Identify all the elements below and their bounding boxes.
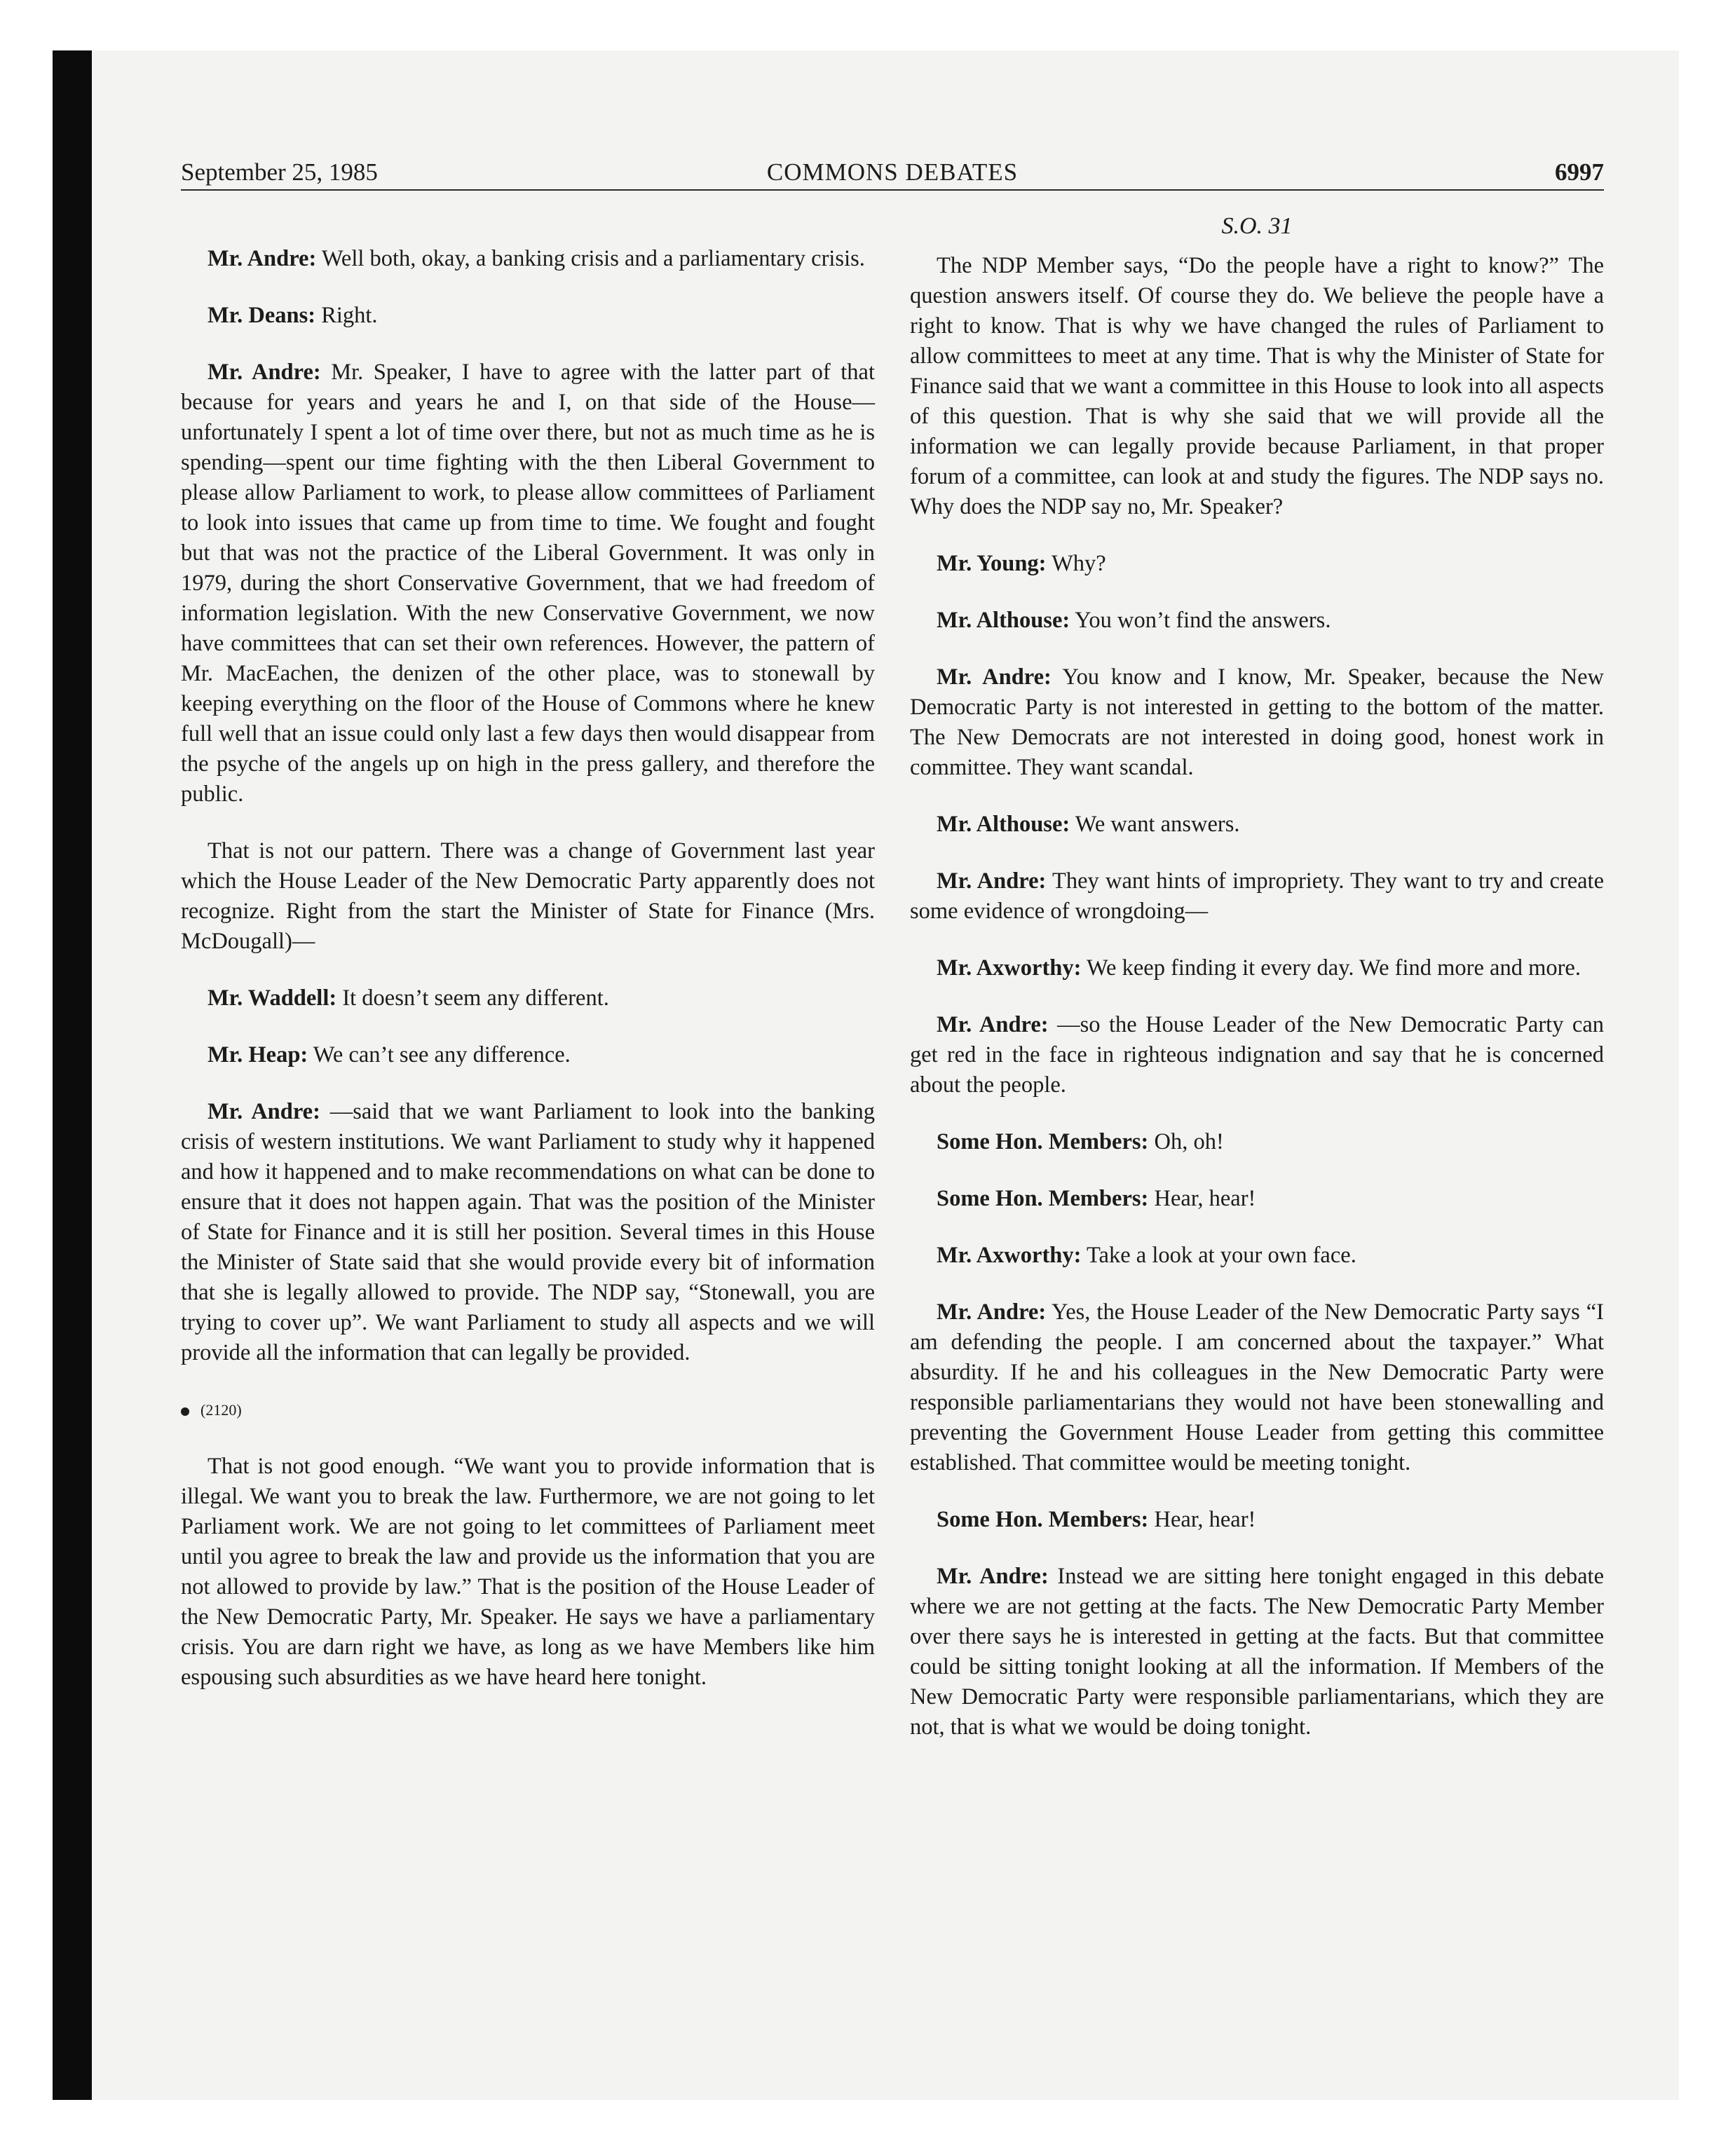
header-date: September 25, 1985	[181, 158, 378, 186]
speech-paragraph	[910, 953, 1604, 983]
speech-text: Hear, hear!	[1154, 1186, 1256, 1211]
speaker-name: Mr. Althouse:	[937, 812, 1070, 837]
speech-text: They want hints of impropriety. They want to try and create some evidence of wrongdoing—	[910, 868, 1604, 924]
speech-paragraph	[181, 244, 875, 274]
speech-text: Take a look at your own face.	[1086, 1243, 1356, 1268]
header-title: COMMONS DEBATES	[766, 158, 1019, 186]
speech-text: Instead we are sitting here tonight engaged in this debate where we are not getting at the facts. The New Democratic Party Member over there says he is interested in getting at the facts. But that committee could be sitting tonight looking at all the information. If Members of the New Democratic Party were responsible parliamentarians, which they are not, that is what we would be doing tonight.	[910, 1564, 1605, 1740]
speaker-name: Mr. Andre:	[937, 1299, 1047, 1325]
speaker-name: Mr. Andre:	[207, 360, 321, 385]
speech-paragraph	[910, 1505, 1604, 1535]
speaker-name: Mr. Young:	[937, 551, 1047, 576]
speech-paragraph	[181, 1452, 875, 1693]
speech-paragraph	[910, 1010, 1604, 1100]
speech-text: Oh, oh!	[1154, 1129, 1224, 1154]
speaker-name: Some Hon. Members:	[937, 1186, 1149, 1211]
speech-paragraph	[910, 1562, 1604, 1742]
binding-edge	[53, 50, 92, 2100]
speech-paragraph	[910, 1184, 1604, 1214]
speech-text: Hear, hear!	[1154, 1507, 1256, 1532]
speech-paragraph	[910, 1127, 1604, 1157]
speech-text: —said that we want Parliament to look into the banking crisis of western institutions. We want Parliament to study why it happened and how it happened and to make recommendations on what can be done to ensure that it does not happen again. That was the position of the Minister of State for Finance and it is still her position. Several times in this House the Minister of State said that she would provide every bit of information that she is legally allowed to provide. The NDP say, “Stonewall, you are trying to cover up”. We want Parliament to study all aspects and we will provide all the information that can legally be provided.	[181, 1099, 876, 1365]
speaker-name: Mr. Axworthy:	[937, 955, 1082, 981]
speech-paragraph	[910, 810, 1604, 840]
speech-text: You won’t find the answers.	[1075, 608, 1331, 633]
speech-paragraph	[910, 866, 1604, 927]
speech-text: You know and I know, Mr. Speaker, because the New Democratic Party is not interested in getting to the bottom of the matter. The New Democrats are not interested in doing good, honest work in committee. They want scandal.	[910, 664, 1605, 780]
speech-text: It doesn’t seem any different.	[342, 985, 609, 1011]
left-column	[181, 244, 875, 1719]
speech-text: Well both, okay, a banking crisis and a parliamentary crisis.	[321, 246, 865, 271]
speech-paragraph	[181, 983, 875, 1014]
speech-paragraph	[181, 1040, 875, 1070]
speech-text: Mr. Speaker, I have to agree with the latter part of that because for years and years he and I, on that side of the House—unfortunately I spent a lot of time over there, but not as much time as he is spending—spent our time fighting with the then Liberal Government to please allow Parliament to work, to please allow committees of Parliament to look into issues that came up from time to time. We fought and fought but that was not the practice of the Liberal Government. It was only in 1979, during the short Conservative Government, that we had freedom of information legislation. With the new Conservative Government, we now have committees that can set their own references. However, the pattern of Mr. MacEachen, the denizen of the other place, was to stonewall by keeping everything on the floor of the House of Commons where he knew full well that an issue could only last a few days then would disappear from the psyche of the angels up on high in the press gallery, and therefore the public.	[181, 360, 875, 807]
speech-text: We can’t see any difference.	[313, 1042, 571, 1067]
speaker-name: Mr. Andre:	[937, 1012, 1049, 1037]
speaker-name: Some Hon. Members:	[937, 1507, 1149, 1532]
speech-paragraph	[910, 1241, 1604, 1271]
speech-paragraph	[910, 662, 1604, 783]
section-heading: S.O. 31	[1221, 213, 1293, 239]
speech-paragraph	[910, 606, 1604, 636]
right-column	[910, 210, 1604, 1769]
speech-text: We want answers.	[1075, 812, 1240, 837]
speaker-name: Mr. Andre:	[937, 1564, 1049, 1589]
speech-paragraph	[181, 301, 875, 331]
speech-paragraph	[181, 836, 875, 957]
speech-paragraph	[910, 1297, 1604, 1478]
speech-text: The NDP Member says, “Do the people have a right to know?” The question answers itself. Of course they do. We believe the people have a right to know. That is why we have changed the rules of Parliament to allow committees to meet at any time. That is why the Minister of State for Finance said that we want a committee in this House to look into all aspects of this question. That is why she said that we will provide all the information we can legally provide because Parliament, in that proper forum of a committee, can look at and study the figures. The NDP says no. Why does the NDP say no, Mr. Speaker?	[910, 253, 1604, 519]
speaker-name: Mr. Heap:	[207, 1042, 308, 1067]
speaker-name: Mr. Andre:	[207, 1099, 320, 1124]
speech-text: We keep finding it every day. We find more and more.	[1086, 955, 1581, 981]
speech-paragraph	[181, 357, 875, 810]
speech-text: —so the House Leader of the New Democratic Party can get red in the face in righteous indignation and say that he is concerned about the people.	[910, 1012, 1605, 1098]
speech-text: Right.	[321, 303, 378, 328]
speaker-name: Some Hon. Members:	[937, 1129, 1149, 1154]
running-header	[181, 156, 1604, 191]
speech-paragraph	[181, 1097, 875, 1368]
page-number: 6997	[1555, 158, 1604, 186]
speech-paragraph	[910, 251, 1604, 522]
speaker-name: Mr. Andre:	[937, 868, 1047, 894]
speech-paragraph	[910, 549, 1604, 579]
time-marker-text: (2120)	[200, 1401, 242, 1419]
time-marker	[181, 1395, 875, 1425]
speaker-name: Mr. Althouse:	[937, 608, 1070, 633]
speech-text: That is not our pattern. There was a change of Government last year which the House Leader of the New Democratic Party apparently does not recognize. Right from the start the Minister of State for Finance (Mrs. McDougall)—	[181, 838, 875, 954]
speech-text: Yes, the House Leader of the New Democratic Party says “I am defending the people. I am concerned about the taxpayer.” What absurdity. If he and his colleagues in the New Democratic Party were responsible parliamentarians they would not have been stonewalling and preventing the Government House Leader from getting this committee established. That committee would be meeting tonight.	[910, 1299, 1604, 1475]
speech-text: That is not good enough. “We want you to provide information that is illegal. We want you to break the law. Furthermore, we are not going to let Parliament work. We are not going to let committees of Parliament meet until you agree to break the law and provide us the information that you are not allowed to provide by law.” That is the position of the House Leader of the New Democratic Party, Mr. Speaker. He says we have a parliamentary crisis. You are darn right we have, as long as we have Members like him espousing such absurdities as we have heard here tonight.	[181, 1454, 875, 1690]
speaker-name: Mr. Deans:	[207, 303, 316, 328]
bullet-icon	[181, 1407, 189, 1416]
speaker-name: Mr. Andre:	[207, 246, 317, 271]
speech-text: Why?	[1052, 551, 1106, 576]
speaker-name: Mr. Waddell:	[207, 985, 337, 1011]
speaker-name: Mr. Andre:	[937, 664, 1052, 690]
speaker-name: Mr. Axworthy:	[937, 1243, 1082, 1268]
